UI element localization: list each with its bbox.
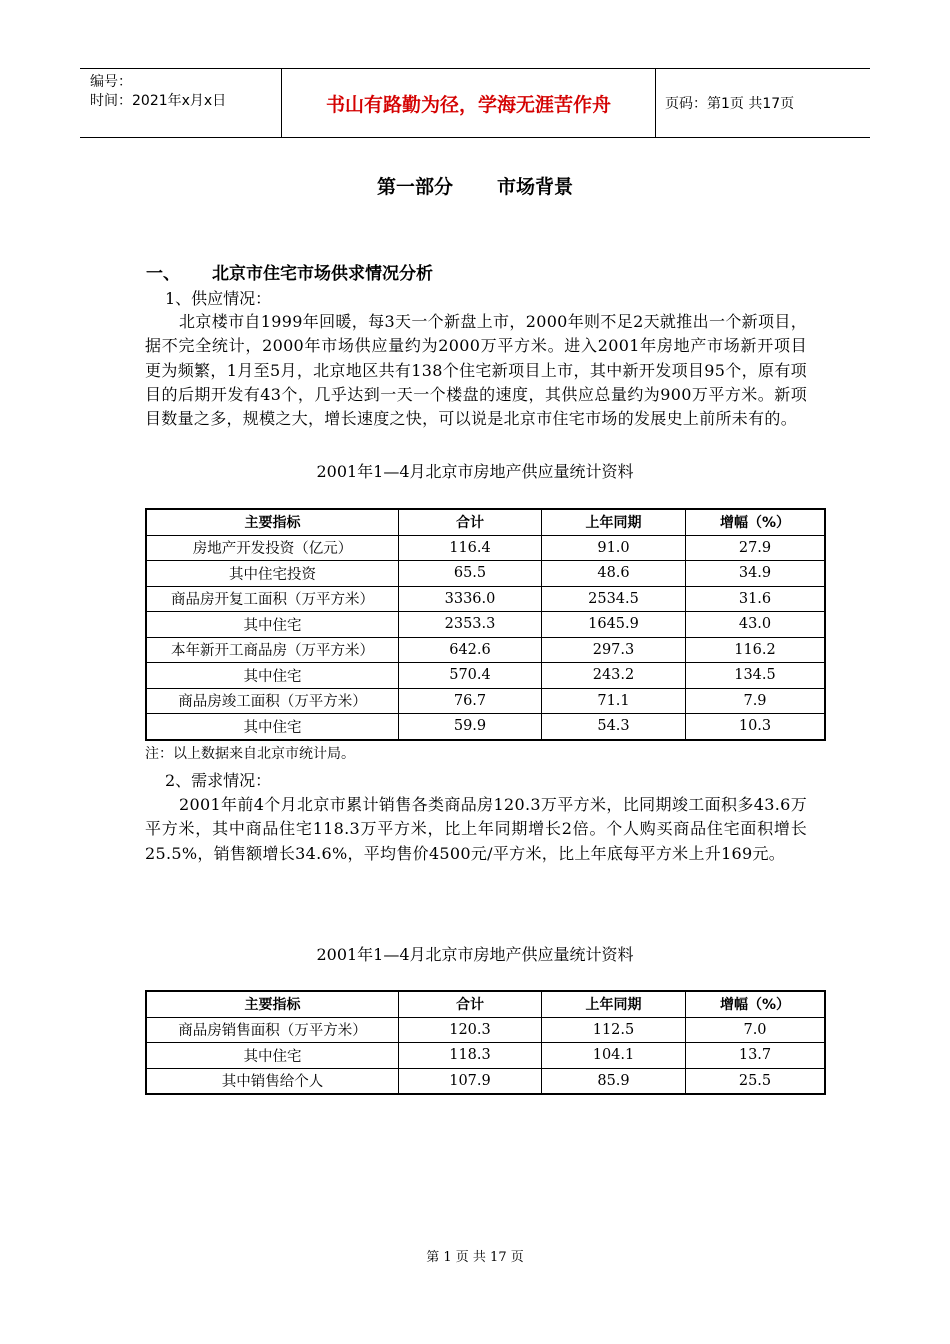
supply-text: 北京楼市自1999年回暖，每3天一个新盘上市，2000年则不足2天就推出一个新项目，据不完全统计，2000年市场供应量约为2000万平方米。进入2001年房地产市场新开项目更为频繁，1月至5月，北京地区共有138个住宅新项目上市，其中新开发项目95个，原有项目的后期开发有43个，几乎达到一天一个楼盘的速度，其供应总量约为900万平方米。新项目数量之多，规模之大，增长速度之快，可以说是北京市住宅市场的发展史上前所未有的。	[145, 312, 807, 429]
table-cell: 27.9	[686, 535, 826, 561]
table-cell: 10.3	[686, 714, 826, 740]
table-cell: 104.1	[542, 1043, 686, 1069]
supply-paragraph	[145, 310, 807, 431]
table-cell: 91.0	[542, 535, 686, 561]
table-row	[146, 612, 825, 638]
table-cell: 85.9	[542, 1068, 686, 1094]
table-cell: 2353.3	[399, 612, 542, 638]
table-cell: 570.4	[399, 663, 542, 689]
table-cell: 商品房销售面积（万平方米）	[146, 1017, 399, 1043]
doc-number-label: 编号：	[90, 74, 132, 90]
header-page-info: 页码：第1页 共17页	[665, 96, 795, 112]
table-cell: 商品房开复工面积（万平方米）	[146, 586, 399, 612]
table-cell: 房地产开发投资（亿元）	[146, 535, 399, 561]
section-number: 一、	[146, 264, 180, 284]
table-cell: 118.3	[399, 1043, 542, 1069]
part-title	[0, 172, 950, 199]
table-header-row	[146, 509, 825, 535]
table-row	[146, 663, 825, 689]
table-cell: 7.9	[686, 688, 826, 714]
table-header-cell: 主要指标	[146, 509, 399, 535]
table-cell: 其中销售给个人	[146, 1068, 399, 1094]
table-cell: 其中住宅投资	[146, 561, 399, 587]
demand-heading: 2、需求情况：	[165, 771, 272, 790]
table-cell: 112.5	[542, 1017, 686, 1043]
table-header-cell: 上年同期	[542, 991, 686, 1017]
table-cell: 其中住宅	[146, 612, 399, 638]
table-cell: 31.6	[686, 586, 826, 612]
table-cell: 其中住宅	[146, 714, 399, 740]
table1-caption: 2001年1—4月北京市房地产供应量统计资料	[316, 462, 634, 481]
table-row	[146, 561, 825, 587]
table-cell: 297.3	[542, 637, 686, 663]
table-note: 注：以上数据来自北京市统计局。	[145, 746, 355, 762]
table-cell: 43.0	[686, 612, 826, 638]
table-row	[146, 1017, 825, 1043]
doc-time-label: 时间：2021年x月x日	[90, 93, 227, 109]
page-footer: 第 1 页 共 17 页	[426, 1250, 524, 1265]
table-cell: 34.9	[686, 561, 826, 587]
demand-paragraph	[145, 793, 807, 866]
table-cell: 76.7	[399, 688, 542, 714]
table-cell: 2534.5	[542, 586, 686, 612]
table-row	[146, 637, 825, 663]
table-cell: 642.6	[399, 637, 542, 663]
demand-text: 2001年前4个月北京市累计销售各类商品房120.3万平方米，比同期竣工面积多43.6万平方米，其中商品住宅118.3万平方米，比上年同期增长2倍。个人购买商品住宅面积增长25.5%，销售额增长34.6%，平均售价4500元/平方米，比上年底每平方米上升169元。	[145, 795, 807, 863]
table-cell: 商品房竣工面积（万平方米）	[146, 688, 399, 714]
table-cell: 107.9	[399, 1068, 542, 1094]
table-cell: 243.2	[542, 663, 686, 689]
table-row	[146, 688, 825, 714]
table-cell: 本年新开工商品房（万平方米）	[146, 637, 399, 663]
table-cell: 54.3	[542, 714, 686, 740]
sales-stats-table	[145, 990, 826, 1095]
table-cell: 59.9	[399, 714, 542, 740]
supply-heading: 1、供应情况：	[165, 289, 272, 308]
section-title: 北京市住宅市场供求情况分析	[212, 264, 433, 284]
table-row	[146, 1043, 825, 1069]
supply-stats-table	[145, 508, 826, 741]
header-motto: 书山有路勤为径，学海无涯苦作舟	[282, 69, 656, 137]
table-row	[146, 535, 825, 561]
part-title-number: 第一部分	[376, 176, 453, 198]
table-cell: 65.5	[399, 561, 542, 587]
table-cell: 其中住宅	[146, 663, 399, 689]
table-cell: 13.7	[686, 1043, 826, 1069]
table-cell: 25.5	[686, 1068, 826, 1094]
table-cell: 48.6	[542, 561, 686, 587]
table-header-cell: 增幅（%）	[686, 509, 826, 535]
table-header-cell: 合计	[399, 509, 542, 535]
table-cell: 7.0	[686, 1017, 826, 1043]
table-cell: 116.4	[399, 535, 542, 561]
table-cell: 134.5	[686, 663, 826, 689]
table-cell: 120.3	[399, 1017, 542, 1043]
table-header-cell: 上年同期	[542, 509, 686, 535]
table-header-cell: 增幅（%）	[686, 991, 826, 1017]
table-cell: 3336.0	[399, 586, 542, 612]
part-title-text: 市场背景	[497, 176, 574, 198]
table-row	[146, 586, 825, 612]
table-header-cell: 主要指标	[146, 991, 399, 1017]
table-cell: 1645.9	[542, 612, 686, 638]
table-cell: 116.2	[686, 637, 826, 663]
table-cell: 71.1	[542, 688, 686, 714]
section-heading	[146, 259, 433, 284]
table-cell: 其中住宅	[146, 1043, 399, 1069]
table-header-cell: 合计	[399, 991, 542, 1017]
table-row	[146, 714, 825, 740]
table-header-row	[146, 991, 825, 1017]
table-row	[146, 1068, 825, 1094]
header-meta	[80, 69, 282, 137]
page-header	[80, 68, 870, 138]
table2-caption: 2001年1—4月北京市房地产供应量统计资料	[316, 945, 634, 964]
